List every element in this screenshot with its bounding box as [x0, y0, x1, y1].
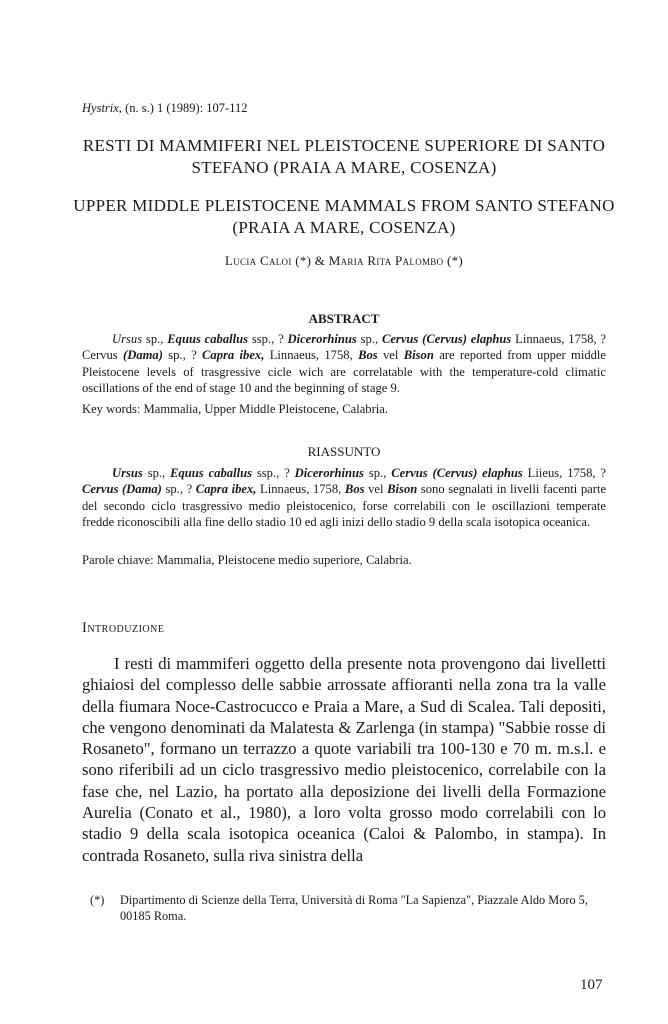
taxon: Bos — [344, 482, 365, 497]
text-span: ssp., ? — [251, 466, 295, 480]
taxon: Dicerorhinus — [287, 332, 357, 346]
taxon: (Dama) — [123, 348, 163, 363]
taxon: Bison — [403, 348, 434, 363]
text-span: sp., — [142, 466, 171, 480]
text-span: Linnaeus, 1758, — [264, 348, 359, 363]
taxon: Cervus (Cervus) elaphus — [391, 466, 523, 480]
journal-name: Hystrix, — [82, 101, 122, 115]
text-span: vel — [377, 348, 404, 363]
taxon: Cervus (Dama) — [82, 482, 162, 497]
taxon: Bos — [358, 348, 378, 363]
taxon: Equus caballus — [170, 466, 252, 480]
text-span: sp., — [356, 332, 382, 346]
text-span: ssp., ? — [248, 332, 288, 346]
introduzione-heading: Introduzione — [82, 620, 165, 636]
volume-pages: (n. s.) 1 (1989): 107-112 — [125, 101, 248, 115]
page-number: 107 — [580, 977, 603, 993]
taxon: Capra ibex, — [202, 348, 265, 363]
text-span: vel — [364, 482, 388, 497]
footnote-marker: (*) — [90, 893, 105, 907]
abstract-heading: ABSTRACT — [308, 311, 380, 326]
text-span: Liieus, 1758, ? — [522, 466, 607, 480]
taxon: Bison — [387, 482, 418, 497]
authors: Lucia Caloi (*) & Maria Rita Palombo (*) — [224, 253, 464, 268]
introduzione-body: I resti di mammiferi oggetto della presente nota provengono dai livelletti ghiaiosi del complesso delle sabbie arrossate affioranti nella zona tra la valle della fiumara Noce-Castrocucco e Praia a Mare, a Sud di Scalea. Tali depositi, che vengono denominati da Malatesta & Zarlenga (in stampa) "Sabbie rosse di Rosaneto", formano un terrazzo a quote variabili tra 100-130 e 70 m. m.s.l. e sono riferibili ad un ciclo trasgressivo medio pleistocenico, correlabile con la fase che, nel Lazio, ha portato alla deposizione dei livelli della Formazione Aurelia (Conato et al., 1980), a loro volta grosso modo correlabili con lo stadio 9 della scala isotopica oceanica (Caloi & Palombo, in stampa). In contrada Rosaneto, sulla riva sinistra della — [82, 654, 606, 865]
text-span: sp., ? — [161, 482, 196, 497]
title-english: UPPER MIDDLE PLEISTOCENE MAMMALS FROM SANTO STEFANO (PRAIA A MARE, COSENZA) — [73, 196, 615, 237]
taxon: Cervus (Cervus) elaphus — [381, 332, 512, 346]
text-span: sp., ? — [162, 348, 203, 363]
taxon: Ursus — [112, 332, 143, 346]
text-span: are reported from upper middle Pleistocene levels of trasgressive cicle wich are correlatable with the temperature-cold climatic oscillations of the end of stage 10 and the beginning of stage 9. — [82, 348, 607, 396]
taxon: Equus caballus — [167, 332, 249, 346]
abstract-keywords: Key words: Mammalia, Upper Middle Pleistocene, Calabria. — [82, 402, 389, 416]
riassunto-heading: RIASSUNTO — [307, 444, 381, 459]
taxon: Ursus — [112, 466, 143, 480]
taxon: Capra ibex, — [195, 482, 257, 497]
text-span: Linnaeus, 1758, — [256, 482, 345, 497]
text-span: Linnaeus, 1758, ? Cervus — [82, 332, 607, 363]
riassunto-keywords: Parole chiave: Mammalia, Pleistocene medio superiore, Calabria. — [82, 553, 412, 567]
riassunto-text — [82, 465, 606, 531]
taxon: Dicerorhinus — [294, 466, 364, 480]
text-span: sono segnalati in livelli facenti parte del secondo ciclo trasgressivo medio pleistocenico, forse correlabili con le oscillazioni temperate fredde riconoscibili alla fine dello stadio 10 ed agli inizi dello stadio 9 della scala isotopica oceanica. — [82, 482, 607, 530]
abstract-text — [82, 331, 606, 397]
journal-citation — [82, 101, 248, 116]
footnote-text: Dipartimento di Scienze della Terra, Università di Roma "La Sapienza", Piazzale Aldo Moro 5, 00185 Roma. — [120, 893, 588, 923]
title-italian: RESTI DI MAMMIFERI NEL PLEISTOCENE SUPERIORE DI SANTO STEFANO (PRAIA A MARE, COSENZA) — [82, 136, 606, 177]
text-span: sp., — [142, 332, 168, 346]
text-span: sp., — [363, 466, 392, 480]
